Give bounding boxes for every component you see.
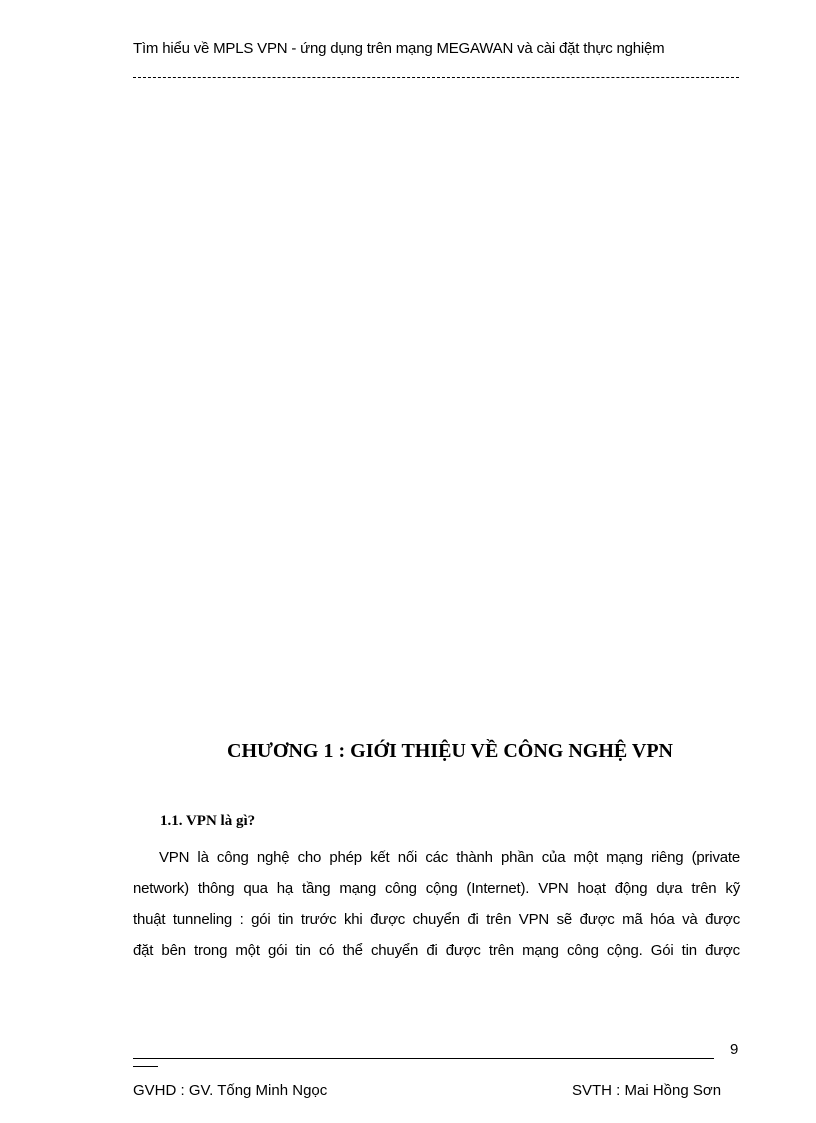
section-heading: 1.1. VPN là gì? xyxy=(160,813,256,829)
footer-student: SVTH : Mai Hồng Sơn xyxy=(572,1082,722,1099)
footer-divider xyxy=(133,1058,714,1059)
chapter-title: CHƯƠNG 1 : GIỚI THIỆU VỀ CÔNG NGHỆ VPN xyxy=(227,740,673,762)
body-line-4: đặt bên trong một gói tin có thể chuyển đi được trên mạng công cộng. Gói tin được xyxy=(133,942,740,959)
header-divider xyxy=(133,77,739,78)
running-header-title: Tìm hiểu về MPLS VPN - ứng dụng trên mạng MEGAWAN và cài đặt thực nghiệm xyxy=(133,40,665,57)
page-number: 9 xyxy=(730,1041,739,1058)
footer-advisor: GVHD : GV. Tống Minh Ngọc xyxy=(133,1082,328,1099)
body-line-1: VPN là công nghệ cho phép kết nối các thành phần của một mạng riêng (private xyxy=(159,849,740,866)
section-body xyxy=(133,842,740,966)
body-line-3: thuật tunneling : gói tin trước khi được chuyển đi trên VPN sẽ được mã hóa và được xyxy=(133,911,740,928)
footer-divider-tail xyxy=(133,1066,158,1067)
body-line-2: network) thông qua hạ tầng mạng công cộng (Internet). VPN hoạt động dựa trên kỹ xyxy=(133,880,740,897)
